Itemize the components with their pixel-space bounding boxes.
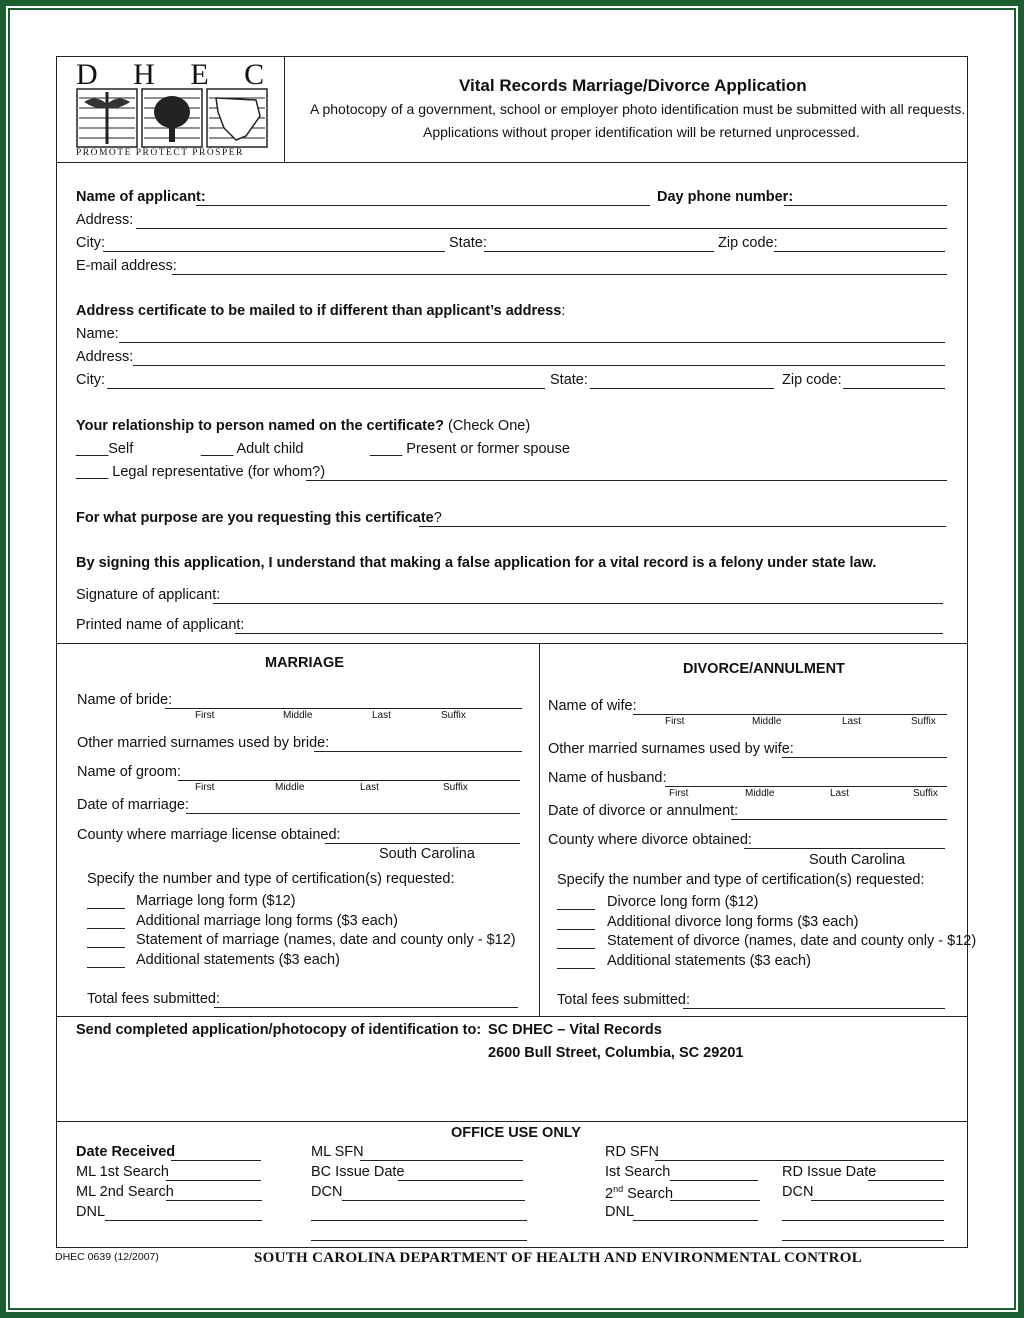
applicant-address-label: Address: xyxy=(76,212,134,228)
groom-first-caption: First xyxy=(195,782,215,793)
rd-sfn-label: RD SFN xyxy=(605,1144,659,1160)
divorce-option-1-blank[interactable] xyxy=(557,909,595,910)
mail-address-label: Address: xyxy=(76,349,134,365)
groom-name-field[interactable] xyxy=(178,780,520,781)
rd-dcn-field[interactable] xyxy=(811,1200,944,1201)
ml-1st-search-field[interactable] xyxy=(166,1180,261,1181)
applicant-name-label: Name of applicant: xyxy=(76,189,206,205)
divorce-total-field[interactable] xyxy=(683,1008,945,1009)
marriage-state-value: South Carolina xyxy=(379,846,475,862)
wife-surnames-field[interactable] xyxy=(782,757,947,758)
dhec-logo xyxy=(74,58,279,160)
rd-extra-field-1[interactable] xyxy=(782,1220,944,1221)
ml-2nd-search-label: ML 2nd Search xyxy=(76,1184,174,1200)
rd-issue-date-label: RD Issue Date xyxy=(782,1164,877,1180)
marriage-total-label: Total fees submitted: xyxy=(87,991,220,1007)
applicant-city-label: City: xyxy=(76,235,105,251)
printed-name-field[interactable] xyxy=(235,633,943,634)
marriage-county-label: County where marriage license obtained: xyxy=(77,827,341,843)
groom-last-caption: Last xyxy=(360,782,379,793)
second-search-field[interactable] xyxy=(670,1200,760,1201)
mail-city-label: City: xyxy=(76,372,105,388)
day-phone-field[interactable] xyxy=(784,205,947,206)
affirmation-statement: By signing this application, I understand that making a false application for a vital record is a felony under state law. xyxy=(76,555,877,571)
divorce-state-value: South Carolina xyxy=(809,852,905,868)
bride-surnames-label: Other married surnames used by bride: xyxy=(77,735,330,751)
applicant-name-field[interactable] xyxy=(196,205,650,206)
bc-issue-date-field[interactable] xyxy=(398,1180,523,1181)
mail-to-heading-text: Address certificate to be mailed to if different than applicant’s address xyxy=(76,303,562,319)
marriage-option-4: Additional statements ($3 each) xyxy=(136,952,340,968)
ist-search-field[interactable] xyxy=(670,1180,758,1181)
department-name: SOUTH CAROLINA DEPARTMENT OF HEALTH AND ENVIRONMENTAL CONTROL xyxy=(254,1250,862,1266)
mail-zip-label: Zip code: xyxy=(782,372,842,388)
legal-rep-whom-field[interactable] xyxy=(306,480,947,481)
header-bottom-rule xyxy=(56,162,968,163)
applicant-zip-label: Zip code: xyxy=(718,235,778,251)
printed-name-label: Printed name of applicant: xyxy=(76,617,245,633)
mail-zip-field[interactable] xyxy=(843,388,945,389)
applicant-state-label: State: xyxy=(449,235,487,251)
purpose-question-text: For what purpose are you requesting this certificate xyxy=(76,510,434,526)
ml-1st-search-label: ML 1st Search xyxy=(76,1164,169,1180)
ml-dnl-label: DNL xyxy=(76,1204,106,1220)
divorce-heading: DIVORCE/ANNULMENT xyxy=(683,661,845,677)
husband-name-field[interactable] xyxy=(665,786,947,787)
marriage-date-label: Date of marriage: xyxy=(77,797,190,813)
bride-last-caption: Last xyxy=(372,710,391,721)
mail-name-label: Name: xyxy=(76,326,119,342)
second-search-rest: Search xyxy=(623,1185,674,1202)
marriage-option-3: Statement of marriage (names, date and county only - $12) xyxy=(136,932,516,948)
ist-search-label: Ist Search xyxy=(605,1164,671,1180)
mail-city-field[interactable] xyxy=(107,388,545,389)
bride-middle-caption: Middle xyxy=(283,710,313,721)
mail-state-label: State: xyxy=(550,372,588,388)
purpose-question xyxy=(76,510,442,526)
form-number: DHEC 0639 (12/2007) xyxy=(55,1251,159,1263)
header-divider xyxy=(284,56,285,163)
wife-name-field[interactable] xyxy=(633,714,947,715)
relationship-legal-rep-option[interactable]: ____ Legal representative (for whom?) xyxy=(76,464,326,480)
section-rule-records xyxy=(56,643,968,644)
logo-emblem-icon xyxy=(76,88,268,148)
send-to-line2: 2600 Bull Street, Columbia, SC 29201 xyxy=(488,1045,744,1061)
wife-suffix-caption: Suffix xyxy=(911,716,936,727)
wife-middle-caption: Middle xyxy=(752,716,782,727)
applicant-address-field[interactable] xyxy=(136,228,947,229)
rd-issue-date-field[interactable] xyxy=(868,1180,944,1181)
relationship-spouse-option[interactable]: ____ Present or former spouse xyxy=(370,441,570,457)
divorce-county-field[interactable] xyxy=(744,848,945,849)
id-notice-line2: Applications without proper identification will be returned unprocessed. xyxy=(423,124,860,140)
marriage-option-1: Marriage long form ($12) xyxy=(136,893,296,909)
date-received-field[interactable] xyxy=(171,1160,261,1161)
marriage-total-field[interactable] xyxy=(214,1007,518,1008)
ml-sfn-label: ML SFN xyxy=(311,1144,364,1160)
divorce-option-4: Additional statements ($3 each) xyxy=(607,953,811,969)
rd-dnl-label: DNL xyxy=(605,1204,635,1220)
groom-suffix-caption: Suffix xyxy=(443,782,468,793)
ml-dcn-label: DCN xyxy=(311,1184,343,1200)
bc-issue-date-label: BC Issue Date xyxy=(311,1164,405,1180)
applicant-zip-field[interactable] xyxy=(774,251,945,252)
signature-label: Signature of applicant: xyxy=(76,587,221,603)
marriage-specify-label: Specify the number and type of certification(s) requested: xyxy=(87,871,455,887)
divorce-option-1: Divorce long form ($12) xyxy=(607,894,759,910)
divorce-option-3: Statement of divorce (names, date and county only - $12) xyxy=(607,933,977,949)
purpose-field[interactable] xyxy=(419,526,946,527)
relationship-question-text: Your relationship to person named on the certificate? xyxy=(76,418,444,434)
marriage-option-2: Additional marriage long forms ($3 each) xyxy=(136,913,398,929)
relationship-hint: (Check One) xyxy=(447,418,531,434)
mail-state-field[interactable] xyxy=(590,388,774,389)
logo-letters: D H E C xyxy=(76,58,279,91)
wife-first-caption: First xyxy=(665,716,685,727)
section-rule-send xyxy=(56,1016,968,1017)
divorce-date-field[interactable] xyxy=(731,819,947,820)
second-search-label xyxy=(605,1184,673,1202)
id-notice-line1: A photocopy of a government, school or employer photo identification must be submitted with all requests. xyxy=(310,101,966,117)
applicant-email-label: E-mail address: xyxy=(76,258,177,274)
divorce-specify-label: Specify the number and type of certification(s) requested: xyxy=(557,872,925,888)
groom-middle-caption: Middle xyxy=(275,782,305,793)
ml-dcn-field[interactable] xyxy=(342,1200,525,1201)
date-received-label: Date Received xyxy=(76,1144,176,1160)
ml-extra-field-2[interactable] xyxy=(311,1240,527,1241)
marriage-option-1-blank[interactable] xyxy=(87,908,125,909)
ml-2nd-search-field[interactable] xyxy=(166,1200,262,1201)
day-phone-label: Day phone number: xyxy=(657,189,794,205)
husband-name-label: Name of husband: xyxy=(548,770,667,786)
bride-surnames-field[interactable] xyxy=(314,751,522,752)
mail-address-field[interactable] xyxy=(133,365,945,366)
office-use-heading: OFFICE USE ONLY xyxy=(451,1125,581,1141)
marriage-option-2-blank[interactable] xyxy=(87,928,125,929)
husband-last-caption: Last xyxy=(830,788,849,799)
send-to-line1: SC DHEC – Vital Records xyxy=(488,1022,662,1038)
signature-field[interactable] xyxy=(213,603,943,604)
husband-middle-caption: Middle xyxy=(745,788,775,799)
ml-extra-field-1[interactable] xyxy=(311,1220,527,1221)
wife-last-caption: Last xyxy=(842,716,861,727)
purpose-qmark: ? xyxy=(433,510,442,526)
send-to-label: Send completed application/photocopy of identification to: xyxy=(76,1022,482,1038)
relationship-self-option[interactable]: ____Self xyxy=(76,441,134,457)
rd-dcn-label: DCN xyxy=(782,1184,814,1200)
relationship-question xyxy=(76,418,530,434)
divorce-option-3-blank[interactable] xyxy=(557,948,595,949)
husband-suffix-caption: Suffix xyxy=(913,788,938,799)
wife-name-label: Name of wife: xyxy=(548,698,637,714)
second-search-num: 2 xyxy=(605,1185,614,1202)
bride-name-label: Name of bride: xyxy=(77,692,173,708)
ml-dnl-field[interactable] xyxy=(105,1220,262,1221)
marriage-date-field[interactable] xyxy=(186,813,520,814)
mail-name-field[interactable] xyxy=(119,342,945,343)
applicant-state-field[interactable] xyxy=(484,251,714,252)
rd-dnl-field[interactable] xyxy=(633,1220,758,1221)
second-search-sup: nd xyxy=(613,1184,624,1194)
divorce-total-label: Total fees submitted: xyxy=(557,992,690,1008)
divorce-option-2-blank[interactable] xyxy=(557,929,595,930)
marriage-county-field[interactable] xyxy=(325,843,520,844)
marriage-heading: MARRIAGE xyxy=(265,655,344,671)
mail-to-heading-colon: : xyxy=(561,303,566,319)
divorce-date-label: Date of divorce or annulment: xyxy=(548,803,739,819)
wife-surnames-label: Other married surnames used by wife: xyxy=(548,741,794,757)
divorce-option-2: Additional divorce long forms ($3 each) xyxy=(607,914,859,930)
applicant-email-field[interactable] xyxy=(172,274,947,275)
marriage-option-3-blank[interactable] xyxy=(87,947,125,948)
marriage-option-4-blank[interactable] xyxy=(87,967,125,968)
bride-suffix-caption: Suffix xyxy=(441,710,466,721)
husband-first-caption: First xyxy=(669,788,689,799)
bride-first-caption: First xyxy=(195,710,215,721)
divorce-option-4-blank[interactable] xyxy=(557,968,595,969)
applicant-city-field[interactable] xyxy=(103,251,445,252)
mail-to-heading xyxy=(76,303,565,319)
form-title: Vital Records Marriage/Divorce Application xyxy=(459,76,807,95)
rd-extra-field-2[interactable] xyxy=(782,1240,944,1241)
relationship-adult-child-option[interactable]: ____ Adult child xyxy=(201,441,304,457)
ml-sfn-field[interactable] xyxy=(360,1160,523,1161)
rd-sfn-field[interactable] xyxy=(655,1160,944,1161)
records-divider xyxy=(539,643,540,1017)
bride-name-field[interactable] xyxy=(165,708,522,709)
divorce-county-label: County where divorce obtained: xyxy=(548,832,752,848)
groom-name-label: Name of groom: xyxy=(77,764,181,780)
logo-tagline: PROMOTE PROTECT PROSPER xyxy=(76,148,244,158)
